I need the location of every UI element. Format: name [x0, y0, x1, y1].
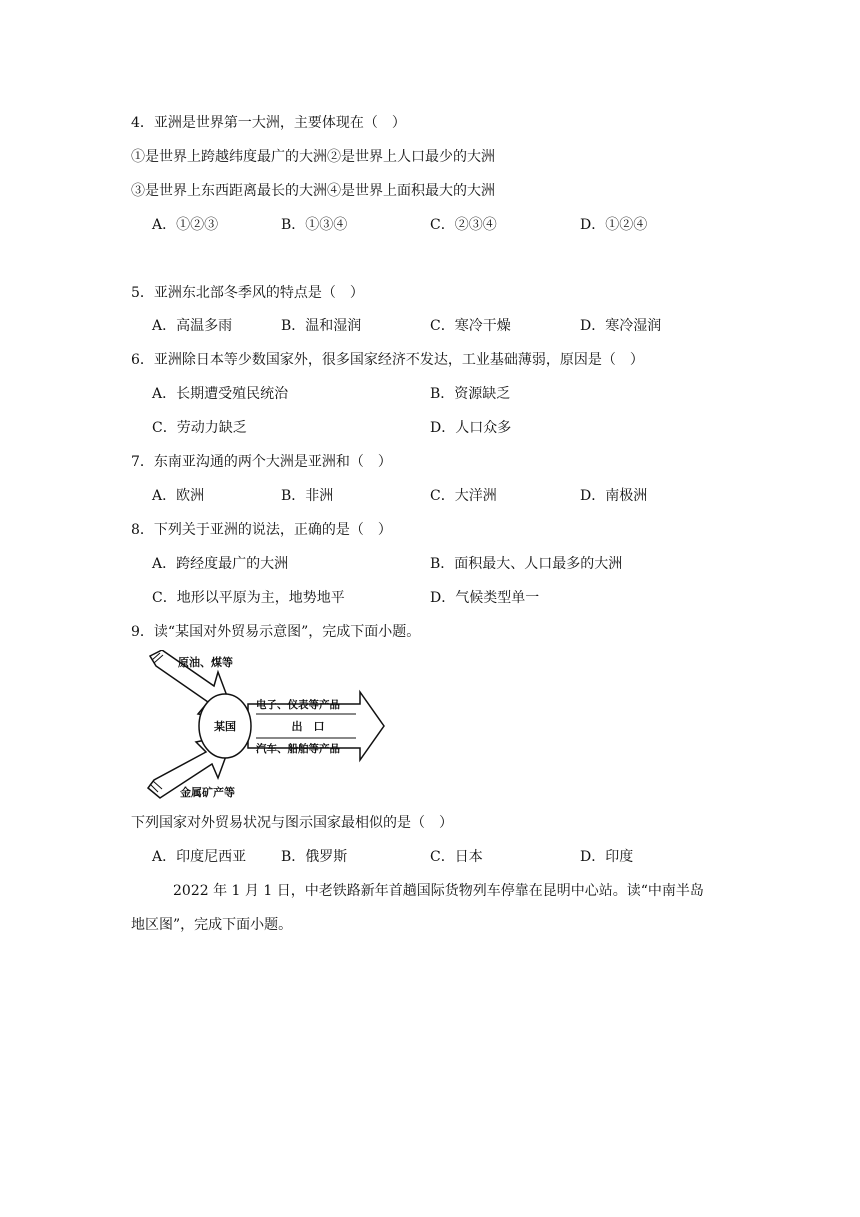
- q9-sub-stem: 下列国家对外贸易状况与图示国家最相似的是（ ）: [131, 815, 453, 831]
- country-label: 某国: [214, 720, 236, 733]
- q5-option-d: D．寒冷湿润: [580, 318, 662, 334]
- q4-statement-line1: ①是世界上跨越纬度最广的大洲②是世界上人口最少的大洲: [131, 149, 495, 165]
- q7-stem: 7．东南亚沟通的两个大洲是亚洲和（ ）: [131, 454, 392, 470]
- q5-option-c: C．寒冷干燥: [430, 318, 511, 334]
- q7-option-a: A．欧洲: [152, 488, 205, 504]
- q6-stem: 6．亚洲除日本等少数国家外，很多国家经济不发达，工业基础薄弱，原因是（ ）: [131, 352, 644, 368]
- export-top-label: 电子、仪表等产品: [256, 699, 340, 711]
- export-bottom-label: 汽车、船舶等产品: [256, 743, 340, 755]
- q7-option-c: C．大洋洲: [430, 488, 497, 504]
- export-mid-label: 出 口: [291, 720, 325, 733]
- q4-option-c: C．②③④: [430, 217, 497, 233]
- q8-option-c: C．地形以平原为主，地势地平: [152, 590, 345, 606]
- q9-option-d: D．印度: [580, 849, 634, 865]
- q8-option-b: B．面积最大、人口最多的大洲: [430, 556, 623, 572]
- q9-stem: 9．读“某国对外贸易示意图”，完成下面小题。: [131, 624, 421, 640]
- import-bottom-label: 金属矿产等: [180, 786, 235, 799]
- passage-line1: 2022 年 1 月 1 日，中老铁路新年首趟国际货物列车停靠在昆明中心站。读“中南半岛: [173, 883, 704, 899]
- q6-option-d: D．人口众多: [430, 420, 512, 436]
- q7-option-d: D．南极洲: [580, 488, 648, 504]
- q9-option-c: C．日本: [430, 849, 483, 865]
- q4-option-a: A．①②③: [152, 217, 219, 233]
- q9-option-a: A．印度尼西亚: [152, 849, 247, 865]
- q8-option-d: D．气候类型单一: [430, 590, 540, 606]
- q4-statement-line2: ③是世界上东西距离最长的大洲④是世界上面积最大的大洲: [131, 183, 495, 199]
- q8-option-a: A．跨经度最广的大洲: [152, 556, 289, 572]
- q5-option-a: A．高温多雨: [152, 318, 233, 334]
- import-top-label: 原油、煤等: [178, 656, 233, 669]
- q5-option-b: B．温和湿润: [281, 318, 362, 334]
- passage-line2: 地区图”，完成下面小题。: [131, 917, 293, 933]
- q6-option-b: B．资源缺乏: [430, 386, 511, 402]
- q4-option-d: D．①②④: [580, 217, 648, 233]
- q4-option-b: B．①③④: [281, 217, 348, 233]
- q9-option-b: B．俄罗斯: [281, 849, 348, 865]
- q7-option-b: B．非洲: [281, 488, 334, 504]
- q8-stem: 8．下列关于亚洲的说法，正确的是（ ）: [131, 522, 392, 538]
- q6-option-a: A．长期遭受殖民统治: [152, 386, 289, 402]
- q5-stem: 5．亚洲东北部冬季风的特点是（ ）: [131, 285, 364, 301]
- q6-option-c: C．劳动力缺乏: [152, 420, 247, 436]
- trade-diagram: [128, 650, 398, 804]
- q4-stem: 4．亚洲是世界第一大洲，主要体现在（ ）: [131, 115, 406, 131]
